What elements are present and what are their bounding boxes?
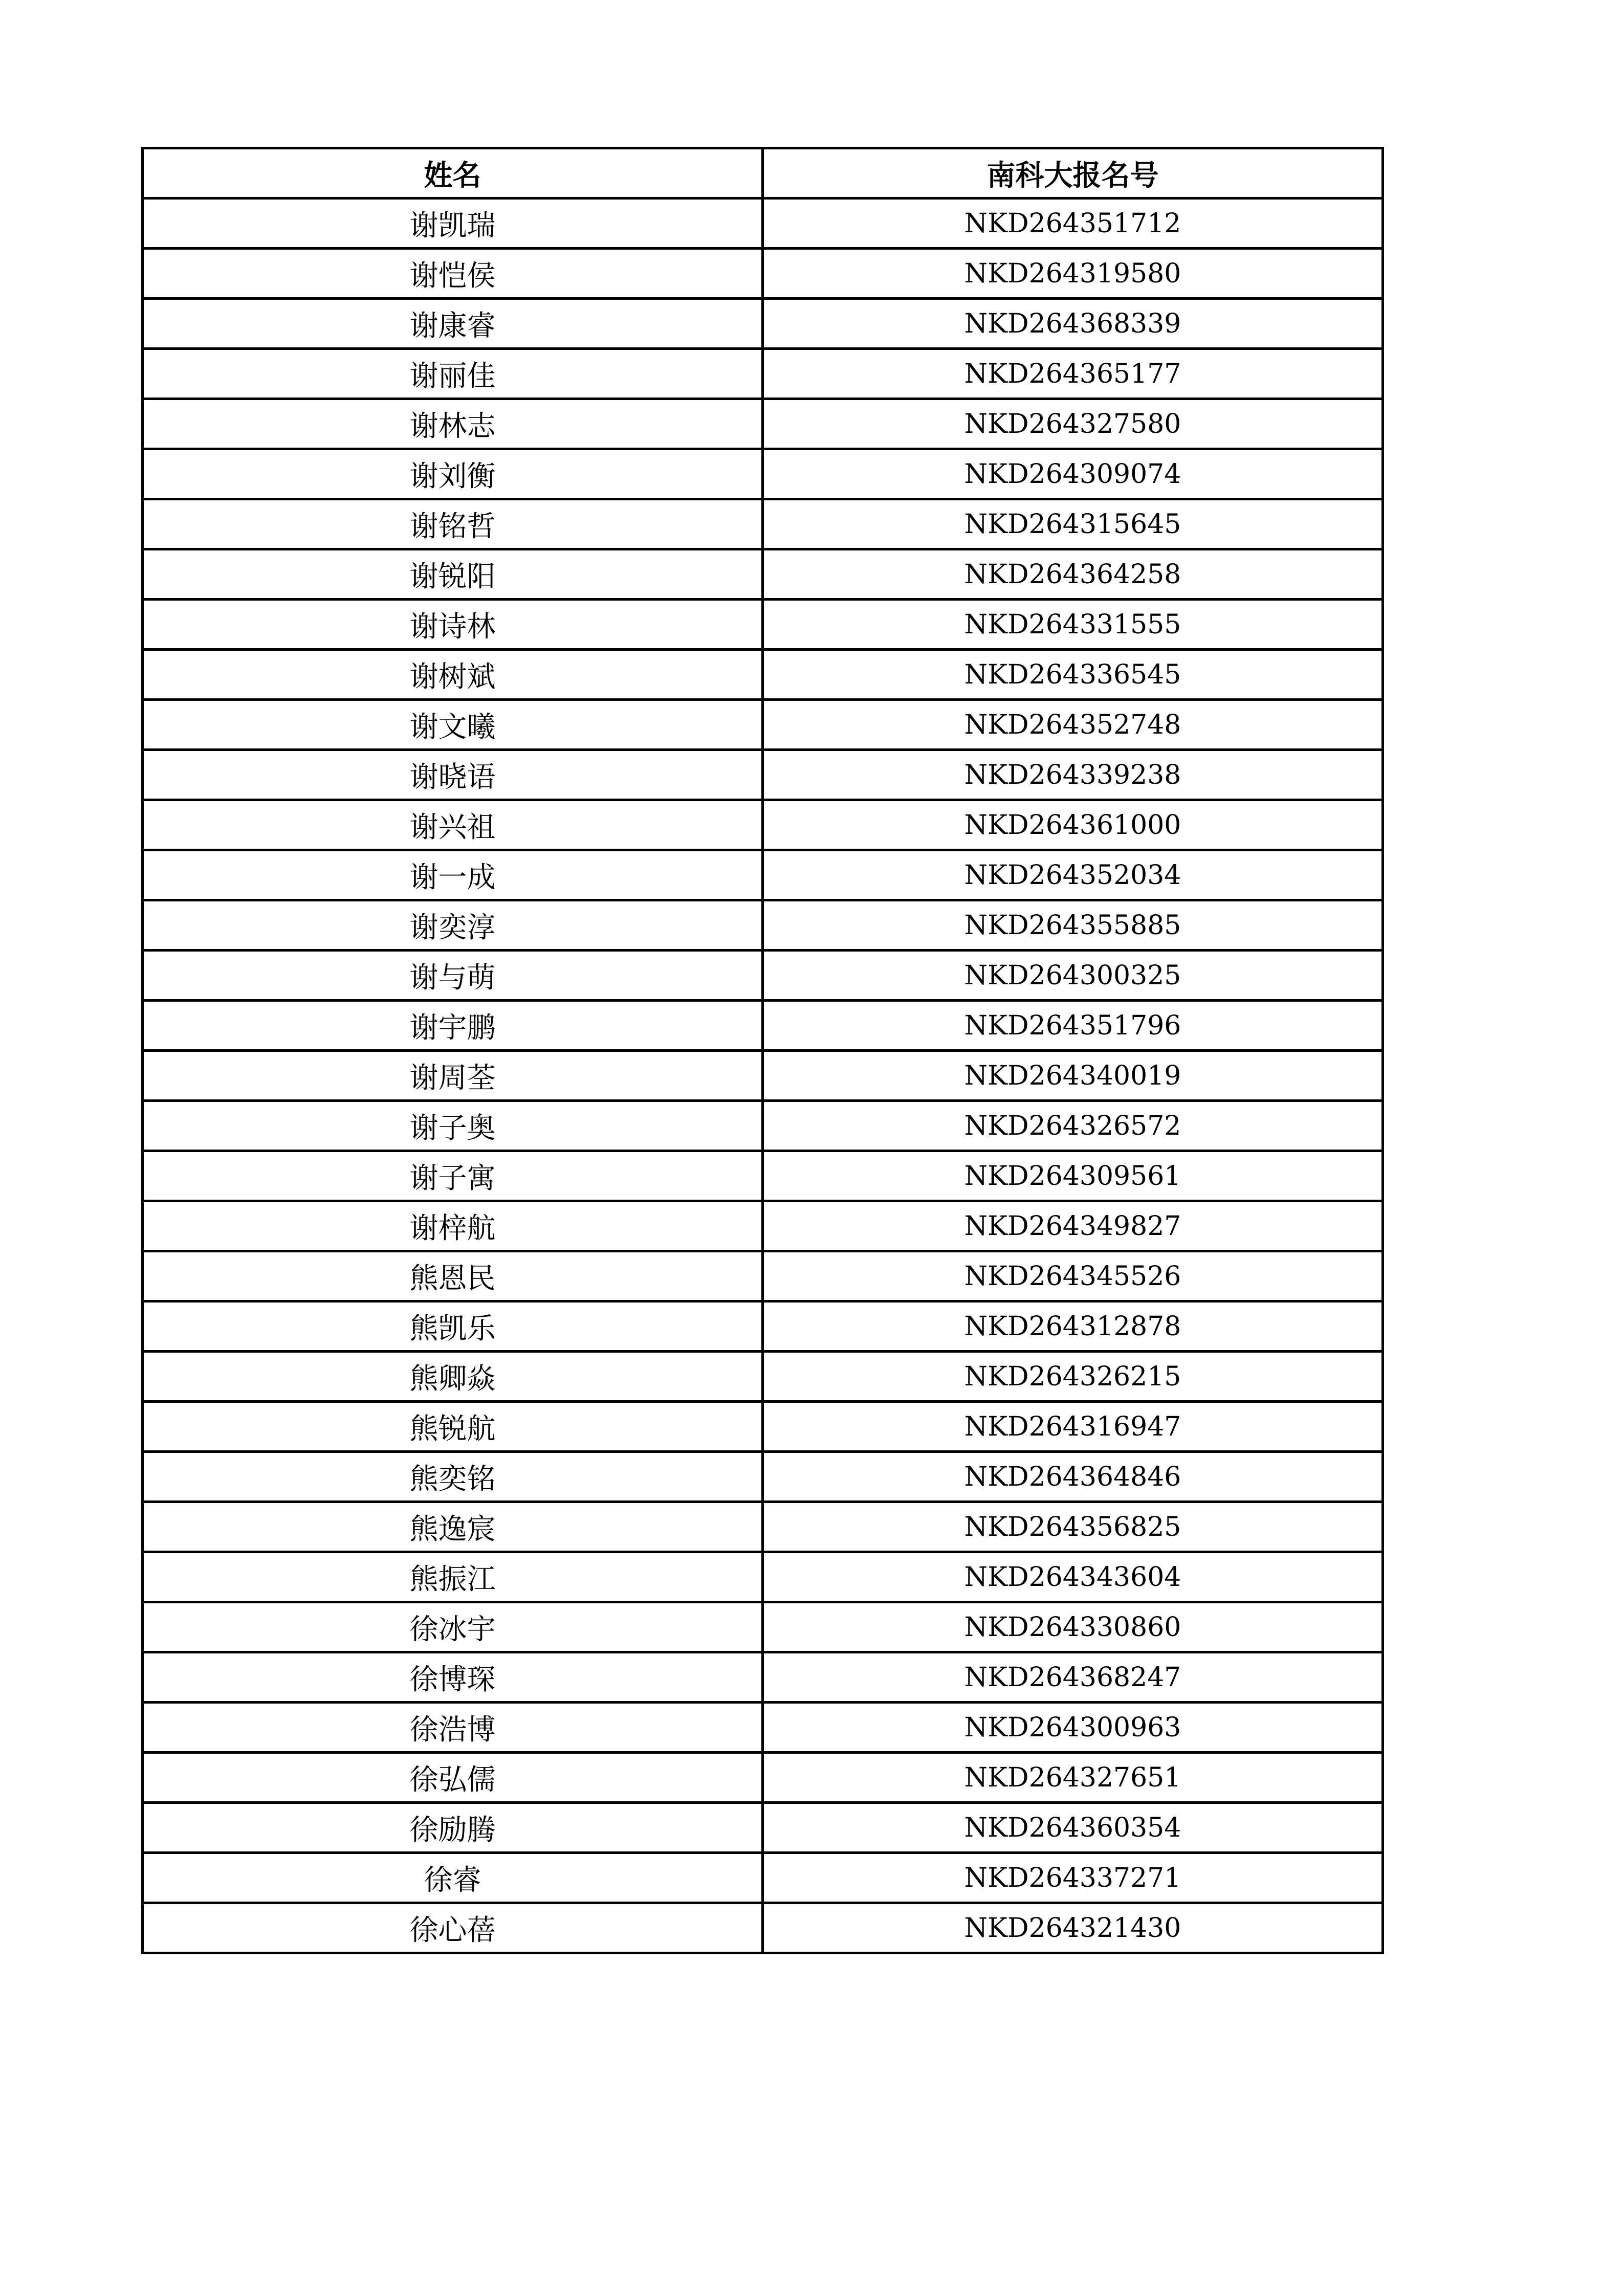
- registration-no-cell: NKD264365177: [763, 349, 1383, 399]
- name-cell: 谢与萌: [143, 951, 763, 1001]
- registration-no-cell: NKD264331555: [763, 600, 1383, 650]
- registration-no-cell: NKD264352748: [763, 700, 1383, 750]
- table-row: [143, 1402, 1383, 1452]
- name-cell: 谢宇鹏: [143, 1001, 763, 1051]
- table-row: [143, 1051, 1383, 1101]
- table-row: [143, 1352, 1383, 1402]
- name-cell: 谢子寓: [143, 1151, 763, 1201]
- name-cell: 谢文曦: [143, 700, 763, 750]
- registration-no-cell: NKD264330860: [763, 1602, 1383, 1652]
- registration-no-cell: NKD264351796: [763, 1001, 1383, 1051]
- registration-no-cell: NKD264361000: [763, 800, 1383, 850]
- name-cell: 谢锐阳: [143, 549, 763, 600]
- name-cell: 谢树斌: [143, 650, 763, 700]
- registration-no-cell: NKD264309074: [763, 449, 1383, 499]
- table-row: [143, 1652, 1383, 1703]
- registration-no-cell: NKD264319580: [763, 249, 1383, 299]
- name-cell: 徐励腾: [143, 1803, 763, 1853]
- column-header-name: 姓名: [143, 148, 763, 198]
- table-row: [143, 1602, 1383, 1652]
- table-row: [143, 750, 1383, 800]
- table-row: [143, 1803, 1383, 1853]
- table-row: [143, 549, 1383, 600]
- name-cell: 熊奕铭: [143, 1452, 763, 1502]
- table-row: [143, 1853, 1383, 1903]
- name-cell: 熊恩民: [143, 1251, 763, 1301]
- table-row: [143, 1201, 1383, 1251]
- name-cell: 谢恺侯: [143, 249, 763, 299]
- name-cell: 徐冰宇: [143, 1602, 763, 1652]
- registration-no-cell: NKD264345526: [763, 1251, 1383, 1301]
- registration-no-cell: NKD264327580: [763, 399, 1383, 449]
- name-cell: 谢一成: [143, 850, 763, 900]
- registration-no-cell: NKD264352034: [763, 850, 1383, 900]
- name-cell: 徐博琛: [143, 1652, 763, 1703]
- table-row: [143, 1251, 1383, 1301]
- name-cell: 徐弘儒: [143, 1753, 763, 1803]
- name-cell: 谢梓航: [143, 1201, 763, 1251]
- column-header-registration-no: 南科大报名号: [763, 148, 1383, 198]
- name-cell: 谢铭哲: [143, 499, 763, 549]
- name-cell: 谢丽佳: [143, 349, 763, 399]
- name-cell: 熊卿焱: [143, 1352, 763, 1402]
- registration-no-cell: NKD264368247: [763, 1652, 1383, 1703]
- table-body: [143, 198, 1383, 1953]
- table-row: [143, 198, 1383, 249]
- table-row: [143, 299, 1383, 349]
- table-row: [143, 499, 1383, 549]
- table-row: [143, 1903, 1383, 1953]
- registration-no-cell: NKD264321430: [763, 1903, 1383, 1953]
- registration-no-cell: NKD264309561: [763, 1151, 1383, 1201]
- registration-no-cell: NKD264360354: [763, 1803, 1383, 1853]
- registration-no-cell: NKD264337271: [763, 1853, 1383, 1903]
- registration-no-cell: NKD264300325: [763, 951, 1383, 1001]
- registration-no-cell: NKD264316947: [763, 1402, 1383, 1452]
- name-cell: 徐睿: [143, 1853, 763, 1903]
- header-row: [143, 148, 1383, 198]
- registration-no-cell: NKD264351712: [763, 198, 1383, 249]
- document-page: [141, 147, 1381, 1954]
- table-row: [143, 1502, 1383, 1552]
- table-row: [143, 800, 1383, 850]
- table-row: [143, 900, 1383, 951]
- table-row: [143, 1552, 1383, 1602]
- registration-no-cell: NKD264364258: [763, 549, 1383, 600]
- name-cell: 谢晓语: [143, 750, 763, 800]
- registration-no-cell: NKD264326215: [763, 1352, 1383, 1402]
- name-cell: 谢刘衡: [143, 449, 763, 499]
- registration-no-cell: NKD264312878: [763, 1301, 1383, 1352]
- name-cell: 谢兴祖: [143, 800, 763, 850]
- registration-no-cell: NKD264368339: [763, 299, 1383, 349]
- name-cell: 谢康睿: [143, 299, 763, 349]
- registration-no-cell: NKD264356825: [763, 1502, 1383, 1552]
- table-row: [143, 449, 1383, 499]
- table-row: [143, 1753, 1383, 1803]
- registration-no-cell: NKD264336545: [763, 650, 1383, 700]
- table-row: [143, 249, 1383, 299]
- registration-no-cell: NKD264327651: [763, 1753, 1383, 1803]
- table-row: [143, 1151, 1383, 1201]
- name-cell: 徐心蓓: [143, 1903, 763, 1953]
- table-row: [143, 951, 1383, 1001]
- name-cell: 熊锐航: [143, 1402, 763, 1452]
- registration-no-cell: NKD264340019: [763, 1051, 1383, 1101]
- name-cell: 谢周荃: [143, 1051, 763, 1101]
- name-cell: 谢诗林: [143, 600, 763, 650]
- table-row: [143, 1101, 1383, 1151]
- table-row: [143, 349, 1383, 399]
- registration-no-cell: NKD264364846: [763, 1452, 1383, 1502]
- table-row: [143, 1301, 1383, 1352]
- table-row: [143, 1001, 1383, 1051]
- registration-no-cell: NKD264315645: [763, 499, 1383, 549]
- name-cell: 谢子奥: [143, 1101, 763, 1151]
- table-row: [143, 600, 1383, 650]
- name-cell: 谢奕淳: [143, 900, 763, 951]
- table-row: [143, 399, 1383, 449]
- table-row: [143, 850, 1383, 900]
- name-cell: 谢凯瑞: [143, 198, 763, 249]
- registration-no-cell: NKD264300963: [763, 1703, 1383, 1753]
- name-cell: 徐浩博: [143, 1703, 763, 1753]
- table-row: [143, 700, 1383, 750]
- table-row: [143, 1452, 1383, 1502]
- name-cell: 熊振江: [143, 1552, 763, 1602]
- registration-no-cell: NKD264343604: [763, 1552, 1383, 1602]
- registration-no-cell: NKD264355885: [763, 900, 1383, 951]
- roster-table: [141, 147, 1384, 1954]
- name-cell: 熊凯乐: [143, 1301, 763, 1352]
- table-row: [143, 650, 1383, 700]
- name-cell: 谢林志: [143, 399, 763, 449]
- name-cell: 熊逸宸: [143, 1502, 763, 1552]
- table-row: [143, 1703, 1383, 1753]
- registration-no-cell: NKD264339238: [763, 750, 1383, 800]
- registration-no-cell: NKD264326572: [763, 1101, 1383, 1151]
- registration-no-cell: NKD264349827: [763, 1201, 1383, 1251]
